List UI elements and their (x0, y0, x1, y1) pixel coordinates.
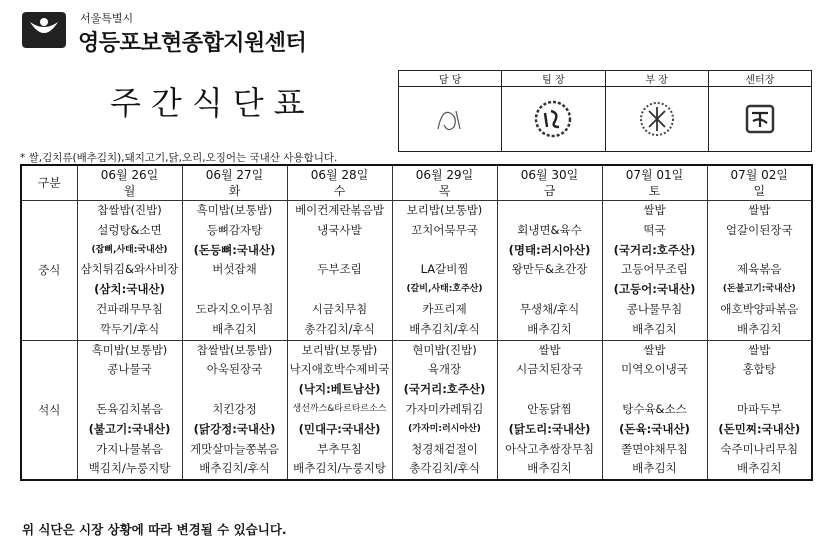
lunch-menu-cell (182, 201, 287, 341)
menu-item: 청경채겉절이 (411, 441, 478, 456)
menu-item: 얼갈이된장국 (725, 222, 793, 237)
menu-item: 생선까스&타르타르소스 (292, 403, 387, 414)
dinner-menu-cell (707, 340, 812, 480)
menu-item (708, 380, 812, 400)
menu-item: 콩나물무침 (626, 301, 683, 316)
menu-item: 베이컨계란볶음밥 (295, 203, 384, 217)
menu-item: 냉국사발 (317, 222, 362, 237)
menu-item: 배추김치 (737, 461, 782, 476)
menu-item: 쌀밥 (643, 203, 666, 217)
approval-table (398, 70, 812, 152)
lunch-row (21, 201, 812, 341)
day-date: 06월 30일 (520, 168, 579, 182)
corner-header: 구분 (21, 165, 77, 201)
menu-item: 시금치무침 (311, 301, 368, 316)
menu-item: 탕수육&소스 (622, 401, 687, 416)
signature-stamp (399, 87, 502, 152)
menu-item: 쌀밥 (748, 342, 771, 357)
footer-note: 위 식단은 시장 상황에 따라 변경될 수 있습니다. (22, 522, 287, 537)
menu-item: 설렁탕&소면 (97, 222, 162, 237)
menu-item (78, 380, 182, 400)
menu-item: 쌀밥 (538, 342, 561, 357)
menu-item: 배추김치/후식 (409, 321, 480, 336)
menu-item: 배추김치 (632, 321, 677, 336)
menu-item: 쫄면야채무침 (621, 441, 688, 456)
lunch-menu-cell (392, 201, 497, 341)
signature-stamp (708, 87, 811, 152)
menu-item: 가지나물볶음 (96, 441, 163, 456)
lunch-menu-cell (707, 201, 812, 341)
day-date: 07월 02일 (730, 168, 789, 182)
menu-item: 회냉면&육수 (517, 222, 582, 237)
dinner-menu-cell (77, 340, 182, 480)
menu-item: 총각김치/후식 (304, 321, 375, 336)
menu-item (498, 380, 602, 400)
day-header (602, 165, 707, 201)
menu-item: (돈등뼈:국내산) (193, 242, 276, 257)
menu-item (288, 241, 392, 261)
page-title: 주간식단표 (110, 84, 315, 122)
day-weekday: 화 (228, 184, 241, 198)
day-weekday: 토 (648, 184, 661, 198)
menu-item: (국거리:호주산) (403, 382, 486, 397)
menu-item: (명태:러시아산) (508, 242, 591, 257)
menu-item: 미역오이냉국 (621, 362, 688, 377)
menu-item: 배추김치/누룽지탕 (293, 461, 386, 476)
menu-item: 꼬치어묵무국 (411, 222, 478, 237)
menu-item: 삼치튀김&와사비장 (80, 262, 179, 277)
dinner-row (21, 340, 812, 480)
menu-item: 부추무침 (317, 441, 362, 456)
day-weekday: 일 (753, 184, 766, 198)
day-date: 07월 01일 (625, 168, 684, 182)
menu-item: 배추김치 (737, 321, 782, 336)
menu-item: 제육볶음 (737, 262, 782, 277)
menu-item: 등뼈감자탕 (206, 222, 263, 237)
menu-item: 마파두부 (737, 401, 782, 416)
day-weekday: 수 (333, 184, 346, 198)
menu-item: (돈불고기:국내산) (722, 284, 796, 295)
lunch-menu-cell (497, 201, 602, 341)
menu-item: 숙주미나리무침 (720, 441, 799, 456)
menu-item: 아삭고추쌈장무침 (505, 441, 594, 456)
menu-item: 육개장 (427, 362, 462, 377)
menu-item: 배추김치 (527, 321, 572, 336)
menu-item: (잡뼈,사태:국내산) (91, 244, 168, 255)
menu-item: 건파래무무침 (96, 301, 163, 316)
menu-item: (낙지:베트남산) (298, 382, 381, 397)
dinner-menu-cell (287, 340, 392, 480)
menu-item: LA갈비찜 (420, 262, 469, 277)
menu-item (708, 241, 812, 261)
menu-item: (국거리:호주산) (613, 242, 696, 257)
menu-item: 카프리제 (422, 301, 467, 316)
menu-item: 게맛살마늘쫑볶음 (190, 441, 279, 456)
menu-item: 보리밥(보통밥) (301, 342, 378, 357)
menu-item: 쌀밥 (643, 342, 666, 357)
approval-label: 담 당 (399, 71, 502, 87)
menu-item: 왕만두&초간장 (511, 262, 588, 277)
approval-label: 부 장 (605, 71, 708, 87)
menu-item: (닭강정:국내산) (193, 421, 276, 436)
dinner-menu-cell (392, 340, 497, 480)
menu-item: 두부조림 (317, 262, 362, 277)
menu-item (183, 280, 287, 300)
organization-name: 영등포보현종합지원센터 (78, 31, 307, 56)
menu-item: (가자미:러시아산) (408, 423, 481, 434)
day-date: 06월 26일 (100, 168, 159, 182)
menu-item: 안동닭찜 (527, 401, 572, 416)
menu-item: 아욱된장국 (206, 362, 263, 377)
date-header-row (21, 165, 812, 201)
day-header (182, 165, 287, 201)
menu-item (603, 380, 707, 400)
menu-item (498, 280, 602, 300)
menu-item: 홍합탕 (742, 362, 776, 377)
menu-item: 애호박양파볶음 (720, 301, 799, 316)
menu-item: 흑미밥(보통밥) (91, 342, 168, 357)
menu-item: 배추김치 (632, 461, 677, 476)
menu-item: 낙지애호박수제비국 (289, 362, 390, 377)
lunch-menu-cell (602, 201, 707, 341)
menu-item: 도라지오이무침 (195, 301, 274, 316)
menu-item (183, 380, 287, 400)
menu-item: 치킨강정 (212, 401, 257, 416)
menu-item: 배추김치 (212, 321, 257, 336)
menu-item: 보리밥(보통밥) (406, 203, 483, 217)
menu-item: (불고기:국내산) (88, 421, 171, 436)
menu-item: 현미밥(진밥) (412, 342, 477, 357)
menu-item: 총각김치/후식 (409, 461, 480, 476)
day-header (287, 165, 392, 201)
menu-item: (민대구:국내산) (298, 421, 381, 436)
dinner-menu-cell (182, 340, 287, 480)
menu-item: 무생채/후식 (519, 301, 580, 316)
menu-item: 떡국 (643, 222, 666, 237)
lunch-menu-cell (287, 201, 392, 341)
menu-item: 가자미카레튀김 (405, 401, 484, 416)
menu-item: 버섯잡채 (212, 262, 257, 277)
day-date: 06월 29일 (415, 168, 474, 182)
signature-stamp (502, 87, 605, 152)
lunch-label: 중식 (21, 201, 77, 341)
menu-item: 찹쌀밥(보통밥) (196, 342, 273, 357)
day-date: 06월 28일 (310, 168, 369, 182)
menu-item: (갈비,사태:호주산) (406, 284, 483, 295)
menu-item: 배추김치 (527, 461, 572, 476)
menu-item (498, 201, 602, 221)
dinner-menu-cell (602, 340, 707, 480)
origin-note: * 쌀,김치류(배추김치),돼지고기,닭,오리,오징어는 국내산 사용합니다. (20, 152, 338, 164)
menu-item: 찹쌀밥(진밥) (97, 203, 162, 217)
dinner-menu-cell (497, 340, 602, 480)
dinner-label: 석식 (21, 340, 77, 480)
menu-item: (닭도리:국내산) (508, 421, 591, 436)
weekly-menu-table (20, 164, 813, 481)
day-weekday: 금 (543, 184, 556, 198)
lunch-menu-cell (77, 201, 182, 341)
approval-label: 팀 장 (502, 71, 605, 87)
menu-item: 고등어무조림 (621, 262, 688, 277)
menu-item (288, 280, 392, 300)
menu-item: 흑미밥(보통밥) (196, 203, 273, 217)
center-logo (20, 10, 68, 50)
menu-item: 깍두기/후식 (99, 321, 160, 336)
menu-item (393, 241, 497, 261)
menu-item: (고등어:국내산) (613, 282, 696, 297)
day-header (707, 165, 812, 201)
menu-item: 백김치/누룽지탕 (88, 461, 171, 476)
city-name: 서울특별시 (80, 12, 134, 25)
day-header (497, 165, 602, 201)
approval-label: 센터장 (708, 71, 811, 87)
menu-item: (돈민찌:국내산) (718, 421, 801, 436)
menu-item: 쌀밥 (748, 203, 771, 217)
day-weekday: 목 (438, 184, 451, 198)
menu-item: 돈육김치볶음 (96, 401, 163, 416)
menu-item: (삼치:국내산) (94, 282, 165, 297)
signature-stamp (605, 87, 708, 152)
menu-item: 시금치된장국 (516, 362, 583, 377)
menu-item: 콩나물국 (107, 362, 152, 377)
day-date: 06월 27일 (205, 168, 264, 182)
day-header (392, 165, 497, 201)
menu-item: (돈육:국내산) (619, 421, 690, 436)
day-weekday: 월 (123, 184, 136, 198)
day-header (77, 165, 182, 201)
menu-item: 배추김치/후식 (199, 461, 270, 476)
